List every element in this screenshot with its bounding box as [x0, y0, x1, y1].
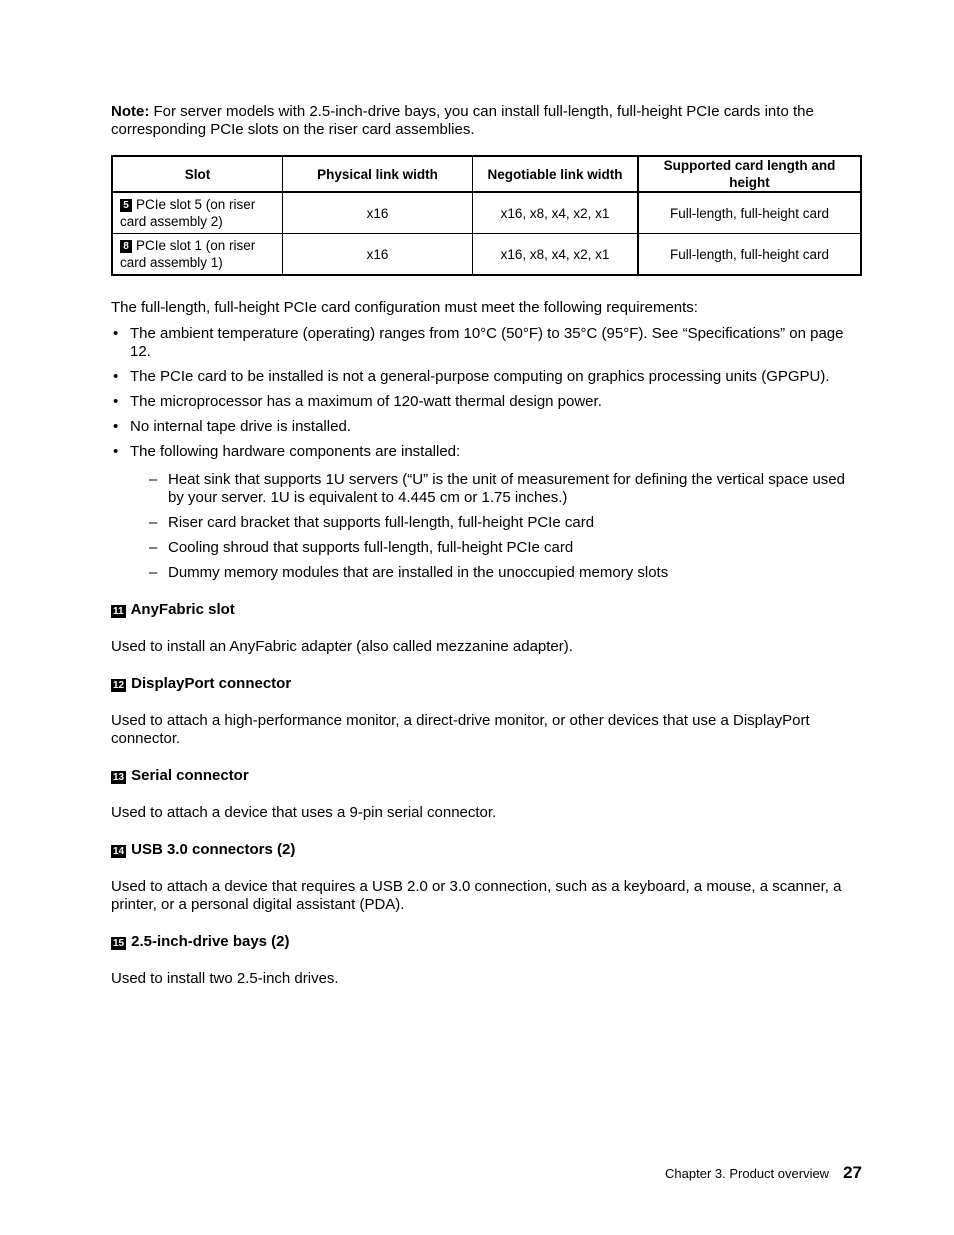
section-body: Used to attach a high-performance monitor, a direct-drive monitor, or other devices that use a DisplayPort connector.: [111, 712, 810, 747]
section-heading-drive-bays: [111, 933, 862, 951]
requirements-list: [111, 325, 862, 582]
callout-badge: 13: [113, 772, 125, 783]
callout-badge: 5: [120, 199, 132, 212]
support-cell: Full-length, full-height card: [638, 192, 861, 234]
pcie-slot-table: [111, 155, 862, 276]
table-row: [112, 234, 861, 276]
section-heading-anyfabric: [111, 601, 862, 619]
sub-list-item: – Heat sink that supports 1U servers (“U” is the unit of measurement for defining the vertical space used by your server. 1U is equivalent to 4.445 cm or 1.75 inches.): [130, 471, 862, 507]
support-cell: Full-length, full-height card: [638, 234, 861, 276]
section-title: DisplayPort connector: [131, 675, 292, 692]
requirements-intro: The full-length, full-height PCIe card configuration must meet the following requirements:: [111, 299, 698, 316]
callout-badge: 8: [120, 240, 132, 253]
header-physical-link-width: Physical link width: [283, 156, 473, 192]
section-body: Used to attach a device that uses a 9-pin serial connector.: [111, 804, 497, 821]
section-heading-serial: [111, 767, 862, 785]
physical-cell: x16: [283, 234, 473, 276]
list-item-text: The following hardware components are installed:: [130, 443, 461, 460]
header-negotiable-link-width: Negotiable link width: [473, 156, 639, 192]
list-item: • No internal tape drive is installed.: [111, 418, 862, 436]
negotiable-cell: x16, x8, x4, x2, x1: [473, 192, 639, 234]
section-heading-usb: [111, 841, 862, 859]
sub-list-item: – Dummy memory modules that are installed in the unoccupied memory slots: [130, 564, 862, 582]
section-title: AnyFabric slot: [130, 601, 235, 618]
note-text: For server models with 2.5-inch-drive bays, you can install full-length, full-height PCIe cards into the corresponding PCIe slots on the riser card assemblies.: [111, 103, 814, 138]
slot-cell: [112, 234, 283, 276]
section-body: Used to attach a device that requires a USB 2.0 or 3.0 connection, such as a keyboard, a mouse, a scanner, a printer, or a personal digital assistant (PDA).: [111, 878, 842, 913]
list-item: • The microprocessor has a maximum of 120-watt thermal design power.: [111, 393, 862, 411]
page-number: 27: [843, 1163, 862, 1182]
callout-badge: 15: [113, 938, 125, 949]
list-item: • The ambient temperature (operating) ranges from 10°C (50°F) to 35°C (95°F). See “Specifications” on page 12.: [111, 325, 862, 361]
list-item: [111, 443, 862, 582]
section-heading-displayport: [111, 675, 862, 693]
footer-chapter: Chapter 3. Product overview: [665, 1166, 830, 1181]
section-title: USB 3.0 connectors (2): [131, 841, 296, 858]
slot-label: PCIe slot 1 (on riser card assembly 1): [120, 238, 256, 270]
sub-list-item: – Riser card bracket that supports full-length, full-height PCIe card: [130, 514, 862, 532]
note-label: Note:: [111, 103, 150, 120]
table-header-row: [112, 156, 861, 192]
negotiable-cell: x16, x8, x4, x2, x1: [473, 234, 639, 276]
sub-list-item: – Cooling shroud that supports full-length, full-height PCIe card: [130, 539, 862, 557]
slot-label: PCIe slot 5 (on riser card assembly 2): [120, 197, 256, 229]
section-body: Used to install two 2.5-inch drives.: [111, 970, 339, 987]
callout-badge: 14: [113, 846, 125, 857]
page-footer: [600, 1163, 862, 1184]
page-content: [111, 103, 862, 988]
slot-cell: [112, 192, 283, 234]
hardware-components-list: [130, 471, 862, 582]
physical-cell: x16: [283, 192, 473, 234]
section-title: 2.5-inch-drive bays (2): [131, 933, 290, 950]
callout-badge: 11: [113, 606, 124, 617]
section-title: Serial connector: [131, 767, 249, 784]
callout-badge: 12: [113, 680, 125, 691]
list-item: • The PCIe card to be installed is not a general-purpose computing on graphics processing units (GPGPU).: [111, 368, 862, 386]
table-row: [112, 192, 861, 234]
header-supported-card: Supported card length and height: [638, 156, 861, 192]
note-paragraph: [111, 103, 862, 139]
header-slot: Slot: [112, 156, 283, 192]
section-body: Used to install an AnyFabric adapter (also called mezzanine adapter).: [111, 638, 573, 655]
